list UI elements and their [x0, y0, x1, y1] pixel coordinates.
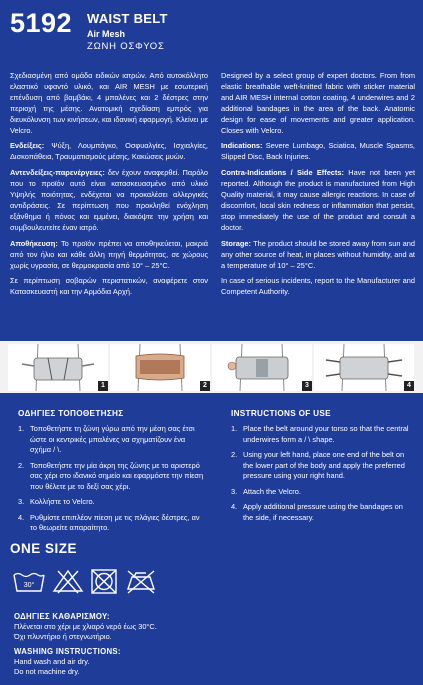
- english-description-column: [221, 71, 415, 303]
- greek-indications-text: Ψύξη, Λουμπάγκο, Οσφυαλγίες, Ισχιαλγίες, Δισκοπάθεια, Τραυματισμούς μέσης, Κακώσεις μυών.: [10, 141, 208, 162]
- instruction-text: Using your left hand, place one end of the belt on the lower part of the body and apply the preferred pressure using your right hand.: [243, 450, 405, 480]
- no-bleach-icon: [54, 571, 82, 593]
- greek-contra-label: Αντενδείξεις-παρενέργειες:: [10, 168, 105, 178]
- product-title: WAIST BELT: [87, 11, 168, 26]
- instruction-number: 1.: [18, 424, 25, 433]
- step-number-2: 2: [200, 381, 210, 391]
- no-tumble-dry-icon: [92, 570, 116, 593]
- english-contraindications: [221, 168, 415, 233]
- greek-instructions-list: [18, 424, 208, 539]
- product-subtitle-gr: ΖΩΝΗ ΟΣΦΥΟΣ: [87, 41, 165, 52]
- fitting-steps-strip: [0, 341, 423, 393]
- instruction-number: 4.: [18, 512, 25, 522]
- greek-contraindications: [10, 168, 208, 233]
- english-contra-label: Contra-Indications / Side Effects:: [221, 168, 344, 178]
- english-instructions-list: [231, 424, 415, 528]
- greek-care-line-2: Όχι πλυντήριο ή στεγνωτήριο.: [14, 632, 112, 641]
- instruction-number: 3.: [18, 497, 25, 506]
- step-illustration-2: [110, 344, 210, 391]
- instruction-number: 2.: [18, 460, 25, 470]
- belt-velcro-illustration: [212, 344, 312, 391]
- instruction-text: Attach the Velcro.: [243, 486, 301, 496]
- greek-instruction-3: [18, 497, 208, 508]
- english-instruction-3: [231, 487, 415, 498]
- hand-wash-30-icon: [14, 574, 44, 592]
- english-instruction-1: [231, 424, 415, 445]
- english-storage-text: The product should be stored away from sun and any other source of heat, in places without humidity, and at a temperature of 10° – 25°C.: [221, 238, 415, 270]
- no-iron-icon: [128, 571, 154, 593]
- english-contra-text: Have not been yet reported. Although the product is manufactured from High Quality material, it may cause allergic reactions. In case of discomfort, local skin redness or inflammation that persist, stop immediately the use of the product and consult a doctor.: [221, 168, 416, 232]
- english-storage-label: Storage:: [221, 238, 251, 248]
- english-serious-incidents: In case of serious incidents, report to the Manufacturer and Competent Authority.: [221, 276, 415, 297]
- english-storage: [221, 239, 415, 272]
- instruction-number: 2.: [231, 450, 238, 459]
- english-instructions-heading: INSTRUCTIONS OF USE: [231, 409, 331, 418]
- greek-storage-text: Το προϊόν πρέπει να αποθηκεύεται, μακριά από τον ήλιο και κάθε άλλη πηγή θερμότητας, σε χώρους χωρίς υγρασία, σε θερμοκρασία από 10° – 25°C.: [10, 238, 208, 270]
- instruction-text: Τοποθετήστε τη ζώνη γύρω από την μέση σας έτσι ώστε οι κεντρικές μπαλένες να σχηματίζουν ένα σχήμα / \.: [30, 424, 195, 454]
- greek-indications: [10, 141, 208, 163]
- instruction-text: Κολλήστε το Velcro.: [30, 497, 95, 506]
- greek-care-line-1: Πλένεται στο χέρι με χλιαρό νερό έως 30°C.: [14, 622, 157, 631]
- product-subtitle-en: Air Mesh: [87, 29, 126, 39]
- instruction-text: Τοποθετήστε την μία άκρη της ζώνης με το αριστερό σας χέρι στο ιδανικό σημείο και εφαρμόστε την πίεση που θέλετε με το δεξί σας χέρι.: [30, 460, 204, 491]
- english-indications: [221, 141, 415, 163]
- greek-storage-label: Αποθήκευση:: [10, 238, 58, 248]
- step-illustration-3: [212, 344, 312, 391]
- english-instruction-2: [231, 450, 415, 482]
- english-care-line-1: Hand wash and air dry.: [14, 657, 90, 666]
- english-description: Designed by a select group of expert doctors. From from elastic breathable weft-knitted fabric with sticker material and AIR MESH internal cotton coating, 4 underwires and 2 additional bandages in the area of the back. Anatomic design for ease of movements and greater application. Closes with Velcro.: [221, 71, 415, 135]
- greek-indications-label: Ενδείξεις:: [10, 141, 45, 151]
- english-indications-label: Indications:: [221, 141, 263, 151]
- belt-back-illustration: [110, 344, 210, 391]
- instruction-number: 1.: [231, 424, 238, 433]
- step-illustration-1: [8, 344, 108, 391]
- instruction-text: Place the belt around your torso so that the central underwires form a / \ shape.: [243, 424, 409, 444]
- step-number-1: 1: [98, 381, 108, 391]
- instruction-text: Apply additional pressure using the bandages on the side, if necessary.: [243, 502, 403, 522]
- belt-side-straps-illustration: [314, 344, 414, 391]
- english-instruction-4: [231, 502, 415, 523]
- greek-storage: [10, 239, 208, 272]
- instruction-text: Ρυθμίστε επιπλέον πίεση με τις πλάγιες δέστρες, αν το θεωρείτε απαραίτητο.: [30, 512, 200, 532]
- step-illustration-4: [314, 344, 414, 391]
- belt-wrap-illustration: [8, 344, 108, 391]
- step-number-3: 3: [302, 381, 312, 391]
- instruction-number: 4.: [231, 502, 238, 511]
- greek-instruction-4: [18, 513, 208, 534]
- wash-temp-text: 30°: [23, 582, 35, 589]
- greek-instruction-1: [18, 424, 208, 456]
- size-label: ONE SIZE: [10, 541, 78, 556]
- greek-instructions-heading: ΟΔΗΓΙΕΣ ΤΟΠΟΘΕΤΗΣΗΣ: [18, 409, 124, 418]
- instruction-number: 3.: [231, 486, 238, 496]
- greek-contra-text: δεν έχουν αναφερθεί. Παρόλο που το προϊόν αυτό είναι κατασκευασμένο από υλικό Υψηλής ποιότητας, ενδέχεται να προκαλέσει αλλεργικές αντιδράσεις. Σε περίπτωση που προκληθεί ενόχληση εξάνθημα ή πόνος και εμμένει, διακόψτε την χρήση και συμβουλευτείτε έναν ιατρό.: [10, 168, 208, 232]
- care-symbols: [12, 567, 162, 595]
- greek-instruction-2: [18, 461, 208, 493]
- english-care-heading: WASHING INSTRUCTIONS:: [14, 647, 121, 656]
- greek-description-column: [10, 71, 208, 303]
- english-indications-text: Severe Lumbago, Sciatica, Muscle Spasms, Slipped Disc, Back Injuries.: [221, 141, 415, 162]
- greek-description: Σχεδιασμένη από ομάδα ειδικών ιατρών. Από αυτοκόλλητο ελαστικό υφαντό υλικό, και AIR MESH με εσωτερική επένδυση από βαμβάκι, 4 μπαλένες και 2 δέστρες στην περιοχή της μέσης. Ανατομική σχεδίαση εμπρός για διευκόλυνση των κινήσεων, και ιδανική εφαρμογή. Κλείνει με Velcro.: [10, 71, 208, 135]
- product-code: 5192: [10, 8, 73, 38]
- step-number-4: 4: [404, 381, 414, 391]
- greek-care-heading: ΟΔΗΓΙΕΣ ΚΑΘΑΡΙΣΜΟΥ:: [14, 612, 110, 621]
- english-care-line-2: Do not machine dry.: [14, 667, 80, 676]
- greek-serious-incidents: Σε περίπτωση σοβαρών περιστατικών, αναφέρετε στον Κατασκευαστή και την Αρμόδια Αρχή.: [10, 276, 208, 297]
